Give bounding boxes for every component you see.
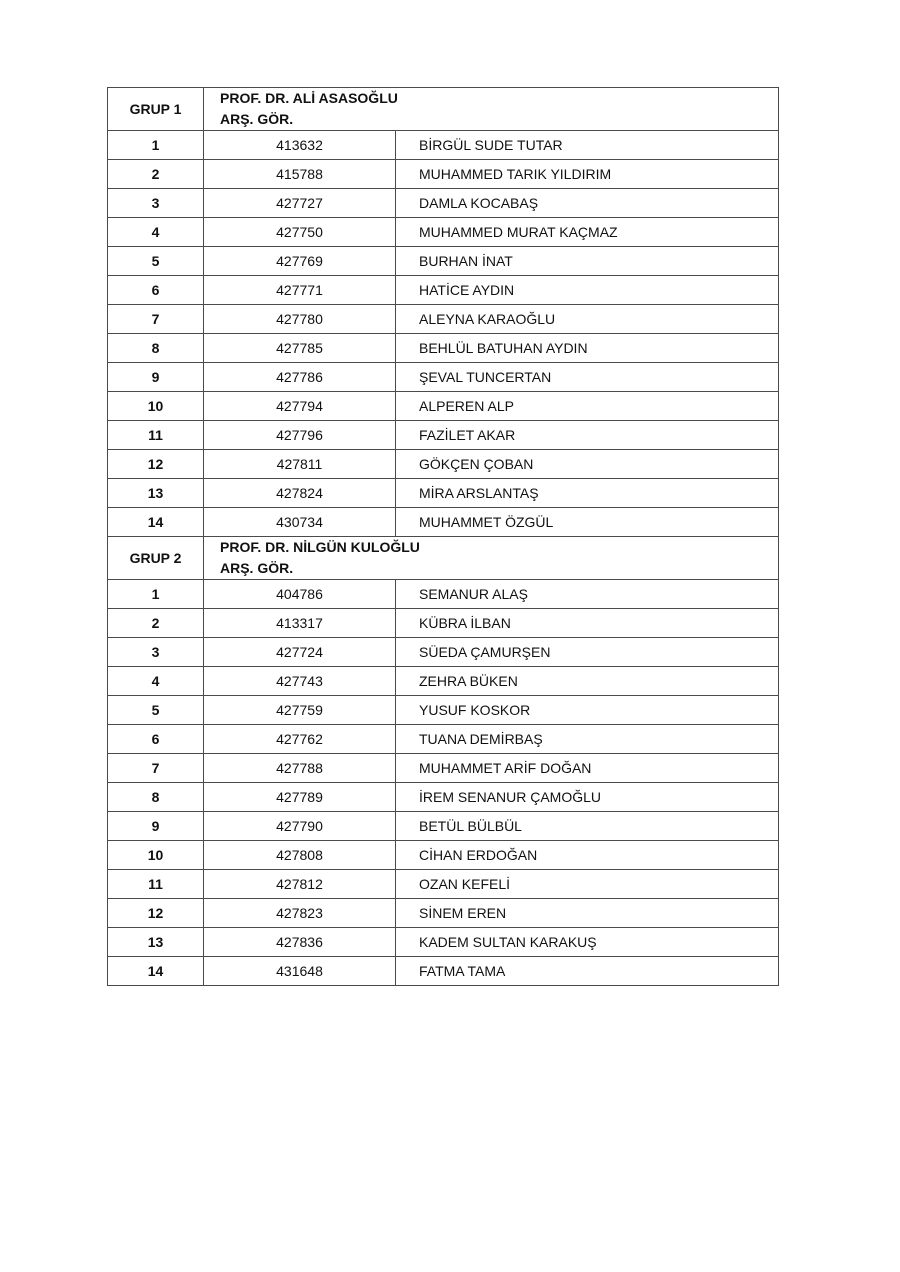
student-id: 427811 (204, 450, 396, 479)
table-row (108, 696, 779, 725)
row-number: 3 (108, 638, 204, 667)
table-row (108, 609, 779, 638)
assistant-label: ARŞ. GÖR. (220, 560, 294, 576)
student-name: KADEM SULTAN KARAKUŞ (396, 928, 779, 957)
table-row (108, 276, 779, 305)
roster-body (108, 88, 779, 986)
student-id: 427724 (204, 638, 396, 667)
student-name: OZAN KEFELİ (396, 870, 779, 899)
row-number: 10 (108, 841, 204, 870)
group-label: GRUP 1 (108, 88, 204, 131)
student-id: 427769 (204, 247, 396, 276)
student-name: MUHAMMET ARİF DOĞAN (396, 754, 779, 783)
table-row (108, 928, 779, 957)
row-number: 13 (108, 928, 204, 957)
row-number: 13 (108, 479, 204, 508)
row-number: 4 (108, 218, 204, 247)
table-row (108, 899, 779, 928)
student-name: ŞEVAL TUNCERTAN (396, 363, 779, 392)
student-id: 427785 (204, 334, 396, 363)
student-id: 427727 (204, 189, 396, 218)
student-name: MUHAMMED MURAT KAÇMAZ (396, 218, 779, 247)
row-number: 9 (108, 363, 204, 392)
row-number: 5 (108, 696, 204, 725)
row-number: 6 (108, 276, 204, 305)
student-id: 427780 (204, 305, 396, 334)
row-number: 2 (108, 160, 204, 189)
student-name: TUANA DEMİRBAŞ (396, 725, 779, 754)
student-id: 427743 (204, 667, 396, 696)
row-number: 4 (108, 667, 204, 696)
row-number: 2 (108, 609, 204, 638)
student-id: 427794 (204, 392, 396, 421)
table-row (108, 870, 779, 899)
group-roster-table (107, 87, 779, 986)
table-row (108, 479, 779, 508)
student-name: ALPEREN ALP (396, 392, 779, 421)
student-id: 427824 (204, 479, 396, 508)
student-name: BURHAN İNAT (396, 247, 779, 276)
table-row (108, 754, 779, 783)
table-row (108, 638, 779, 667)
student-name: DAMLA KOCABAŞ (396, 189, 779, 218)
student-name: CİHAN ERDOĞAN (396, 841, 779, 870)
student-id: 427790 (204, 812, 396, 841)
student-id: 427750 (204, 218, 396, 247)
table-row (108, 783, 779, 812)
assistant-label: ARŞ. GÖR. (220, 111, 294, 127)
row-number: 9 (108, 812, 204, 841)
student-name: MUHAMMED TARIK YILDIRIM (396, 160, 779, 189)
student-id: 413317 (204, 609, 396, 638)
student-id: 427796 (204, 421, 396, 450)
professor-name: PROF. DR. ALİ ASASOĞLU (220, 90, 398, 106)
table-row (108, 334, 779, 363)
student-name: MİRA ARSLANTAŞ (396, 479, 779, 508)
student-id: 404786 (204, 580, 396, 609)
group-staff (204, 537, 779, 580)
row-number: 11 (108, 870, 204, 899)
row-number: 8 (108, 783, 204, 812)
table-row (108, 392, 779, 421)
student-name: ZEHRA BÜKEN (396, 667, 779, 696)
row-number: 5 (108, 247, 204, 276)
student-id: 427788 (204, 754, 396, 783)
table-row (108, 957, 779, 986)
student-id: 427786 (204, 363, 396, 392)
student-id: 413632 (204, 131, 396, 160)
table-row (108, 725, 779, 754)
table-row (108, 160, 779, 189)
student-name: ALEYNA KARAOĞLU (396, 305, 779, 334)
row-number: 7 (108, 754, 204, 783)
student-id: 431648 (204, 957, 396, 986)
table-row (108, 508, 779, 537)
student-name: YUSUF KOSKOR (396, 696, 779, 725)
student-name: FATMA TAMA (396, 957, 779, 986)
table-row (108, 580, 779, 609)
group-header-row (108, 537, 779, 580)
student-name: MUHAMMET ÖZGÜL (396, 508, 779, 537)
table-row (108, 450, 779, 479)
group-header-row (108, 88, 779, 131)
student-id: 427808 (204, 841, 396, 870)
row-number: 14 (108, 957, 204, 986)
table-row (108, 131, 779, 160)
table-row (108, 667, 779, 696)
row-number: 7 (108, 305, 204, 334)
student-id: 427789 (204, 783, 396, 812)
student-id: 427762 (204, 725, 396, 754)
student-name: İREM SENANUR ÇAMOĞLU (396, 783, 779, 812)
student-name: HATİCE AYDIN (396, 276, 779, 305)
student-id: 427836 (204, 928, 396, 957)
table-row (108, 421, 779, 450)
student-name: SÜEDA ÇAMURŞEN (396, 638, 779, 667)
group-staff (204, 88, 779, 131)
row-number: 12 (108, 450, 204, 479)
student-name: KÜBRA İLBAN (396, 609, 779, 638)
row-number: 1 (108, 580, 204, 609)
student-name: BETÜL BÜLBÜL (396, 812, 779, 841)
row-number: 1 (108, 131, 204, 160)
row-number: 14 (108, 508, 204, 537)
student-name: BEHLÜL BATUHAN AYDIN (396, 334, 779, 363)
row-number: 8 (108, 334, 204, 363)
row-number: 10 (108, 392, 204, 421)
table-row (108, 305, 779, 334)
group-label: GRUP 2 (108, 537, 204, 580)
table-row (108, 812, 779, 841)
row-number: 11 (108, 421, 204, 450)
student-id: 430734 (204, 508, 396, 537)
table-row (108, 218, 779, 247)
student-name: BİRGÜL SUDE TUTAR (396, 131, 779, 160)
table-row (108, 363, 779, 392)
student-id: 427759 (204, 696, 396, 725)
student-name: SEMANUR ALAŞ (396, 580, 779, 609)
row-number: 3 (108, 189, 204, 218)
table-row (108, 841, 779, 870)
student-id: 427812 (204, 870, 396, 899)
row-number: 12 (108, 899, 204, 928)
student-name: GÖKÇEN ÇOBAN (396, 450, 779, 479)
professor-name: PROF. DR. NİLGÜN KULOĞLU (220, 539, 420, 555)
student-id: 427823 (204, 899, 396, 928)
table-row (108, 247, 779, 276)
student-name: SİNEM EREN (396, 899, 779, 928)
student-id: 415788 (204, 160, 396, 189)
table-row (108, 189, 779, 218)
student-name: FAZİLET AKAR (396, 421, 779, 450)
student-id: 427771 (204, 276, 396, 305)
row-number: 6 (108, 725, 204, 754)
